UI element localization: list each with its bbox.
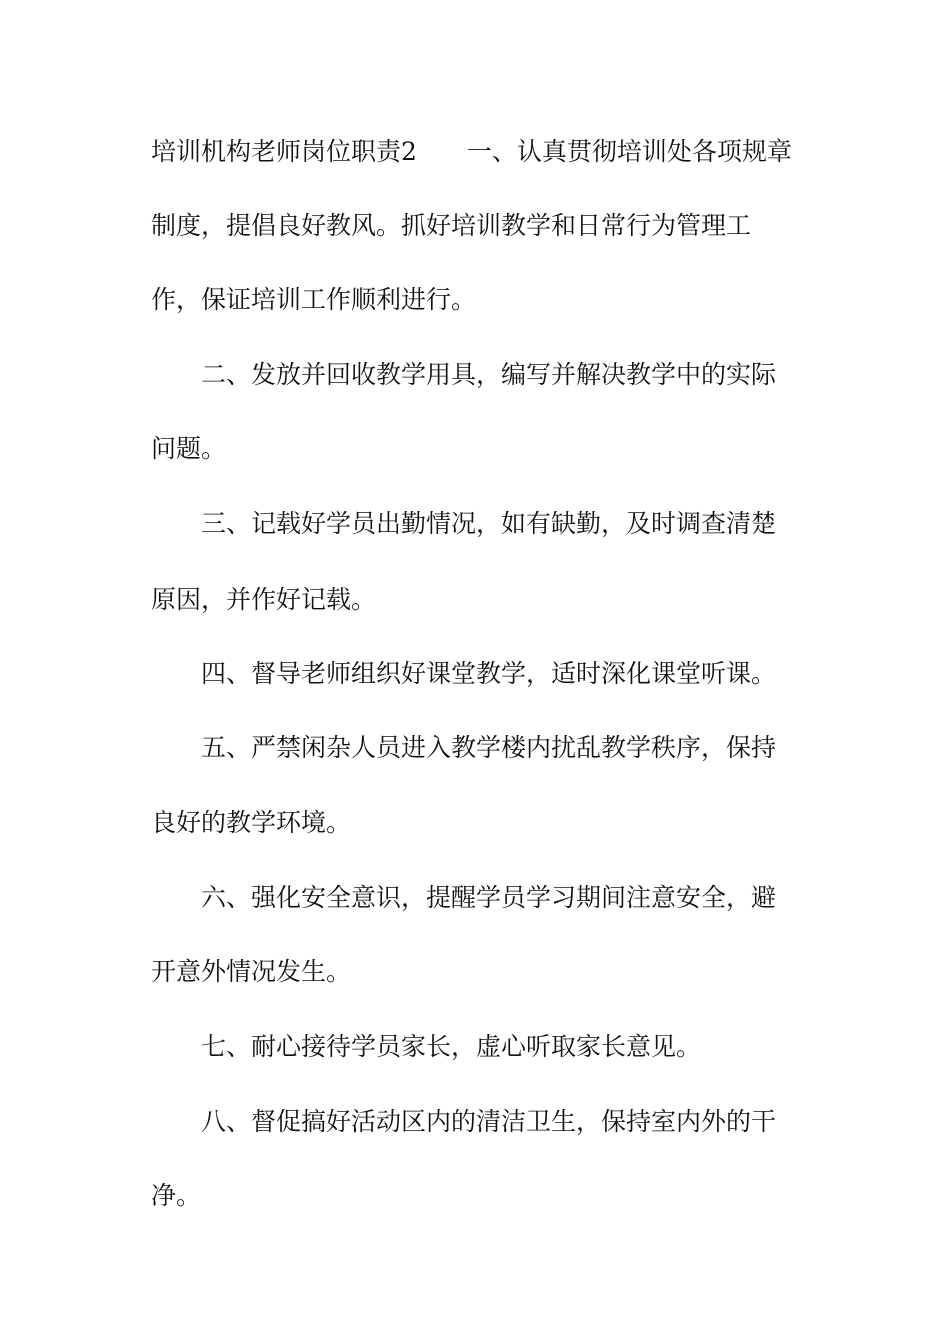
text-line-3: 作，保证培训工作顺利进行。 xyxy=(151,285,477,314)
text-line-1: 培训机构老师岗位职责2 一、认真贯彻培训处各项规章 xyxy=(151,137,792,166)
text-line-11: 六、强化安全意识，提醒学员学习期间注意安全，避 xyxy=(201,883,777,912)
text-line-8: 四、督导老师组织好课堂教学，适时深化课堂听课。 xyxy=(201,659,777,688)
text-line-10: 良好的教学环境。 xyxy=(151,808,352,837)
text-line-13: 七、耐心接待学员家长，虚心听取家长意见。 xyxy=(201,1032,702,1061)
text-line-2: 制度，提倡良好教风。抓好培训教学和日常行为管理工 xyxy=(151,211,752,240)
text-line-5: 问题。 xyxy=(151,434,227,463)
text-line-4: 二、发放并回收教学用具，编写并解决教学中的实际 xyxy=(201,360,777,389)
text-line-7: 原因，并作好记载。 xyxy=(151,585,377,614)
text-line-14: 八、督促搞好活动区内的清洁卫生，保持室内外的干 xyxy=(201,1107,777,1136)
text-line-9: 五、严禁闲杂人员进入教学楼内扰乱教学秩序，保持 xyxy=(201,733,777,762)
text-line-6: 三、记载好学员出勤情况，如有缺勤，及时调查清楚 xyxy=(201,509,777,538)
text-line-12: 开意外情况发生。 xyxy=(151,957,352,986)
text-line-15: 净。 xyxy=(151,1181,202,1210)
